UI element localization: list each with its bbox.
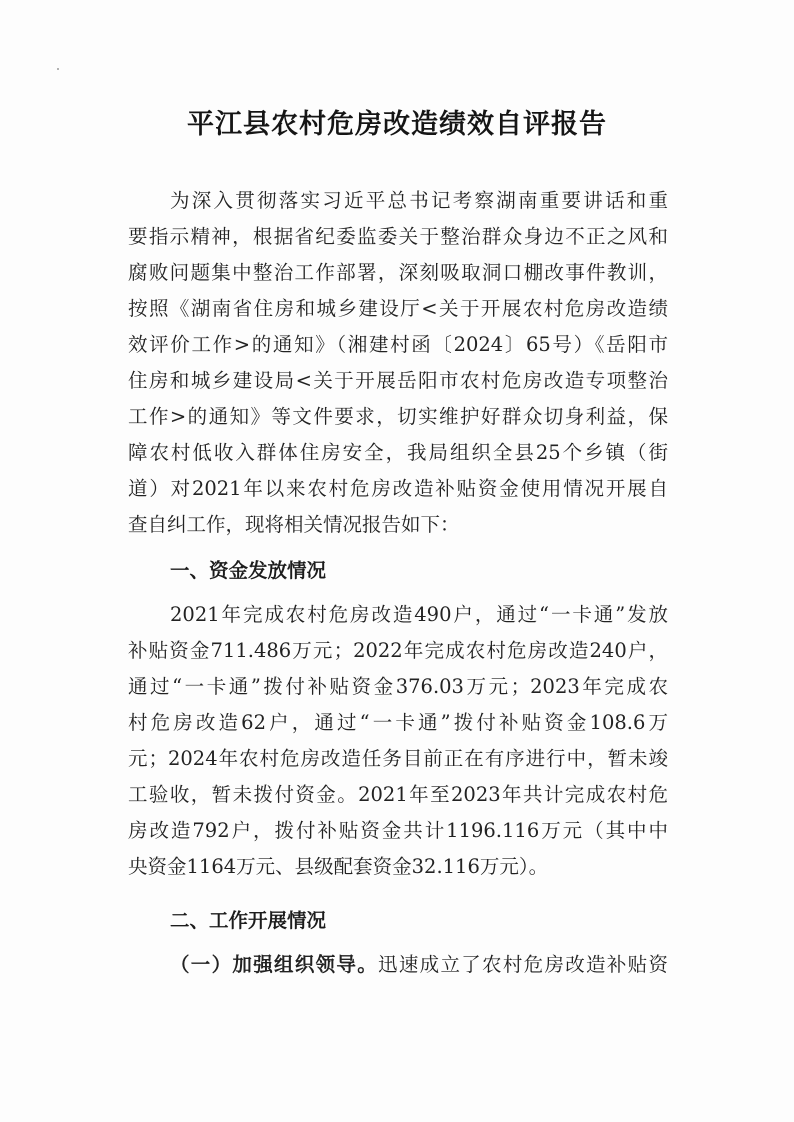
paragraph-line: 道）对2021年以来农村危房改造补贴资金使用情况开展自 [128,477,668,500]
paragraph-line: 住房和城乡建设局<关于开展岳阳市农村危房改造专项整治 [128,369,668,392]
paragraph-line: 央资金1164万元、县级配套资金32.116万元）。 [128,855,549,878]
paragraph-line: 要指示精神，根据省纪委监委关于整治群众身边不正之风和 [128,225,668,248]
paragraph-line: 按照《湖南省住房和城乡建设厅<关于开展农村危房改造绩 [128,297,668,320]
paragraph-line: 2021年完成农村危房改造490户，通过“一卡通”发放 [170,603,668,626]
section-heading-funds: 一、资金发放情况 [170,559,327,582]
paragraph-line: 查自纠工作，现将相关情况报告如下： [128,513,460,536]
paragraph-line: 补贴资金711.486万元；2022年完成农村危房改造240户， [128,639,668,662]
paragraph-line: 障农村低收入群体住房安全，我局组织全县25个乡镇（街 [128,441,668,464]
paragraph-line: 工验收，暂未拨付资金。2021年至2023年共计完成农村危 [128,783,668,806]
paragraph-line: 腐败问题集中整治工作部署，深刻吸取洞口棚改事件教训， [128,261,668,284]
subsection-line [170,948,668,982]
paragraph-line: 元；2024年农村危房改造任务目前正在有序进行中，暂未竣 [128,747,668,770]
subsection-text: 迅速成立了农村危房改造补贴资 [378,953,668,976]
paragraph-line: 工作>的通知》等文件要求，切实维护好群众切身利益，保 [128,405,668,428]
document-title: 平江县农村危房改造绩效自评报告 [187,109,607,140]
section-heading-work: 二、工作开展情况 [170,909,327,932]
scan-speck [57,68,59,70]
paragraph-line: 为深入贯彻落实习近平总书记考察湖南重要讲话和重 [170,189,668,212]
paragraph-line: 村危房改造62户，通过“一卡通”拨付补贴资金108.6万 [128,711,668,734]
subsection-lead: （一）加强组织领导。 [170,953,379,976]
paragraph-line: 通过“一卡通”拨付补贴资金376.03万元；2023年完成农 [128,675,668,698]
paragraph-line: 房改造792户，拨付补贴资金共计1196.116万元（其中中 [128,819,668,842]
paragraph-line: 效评价工作>的通知》（湘建村函〔2024〕65号）《岳阳市 [128,333,668,356]
